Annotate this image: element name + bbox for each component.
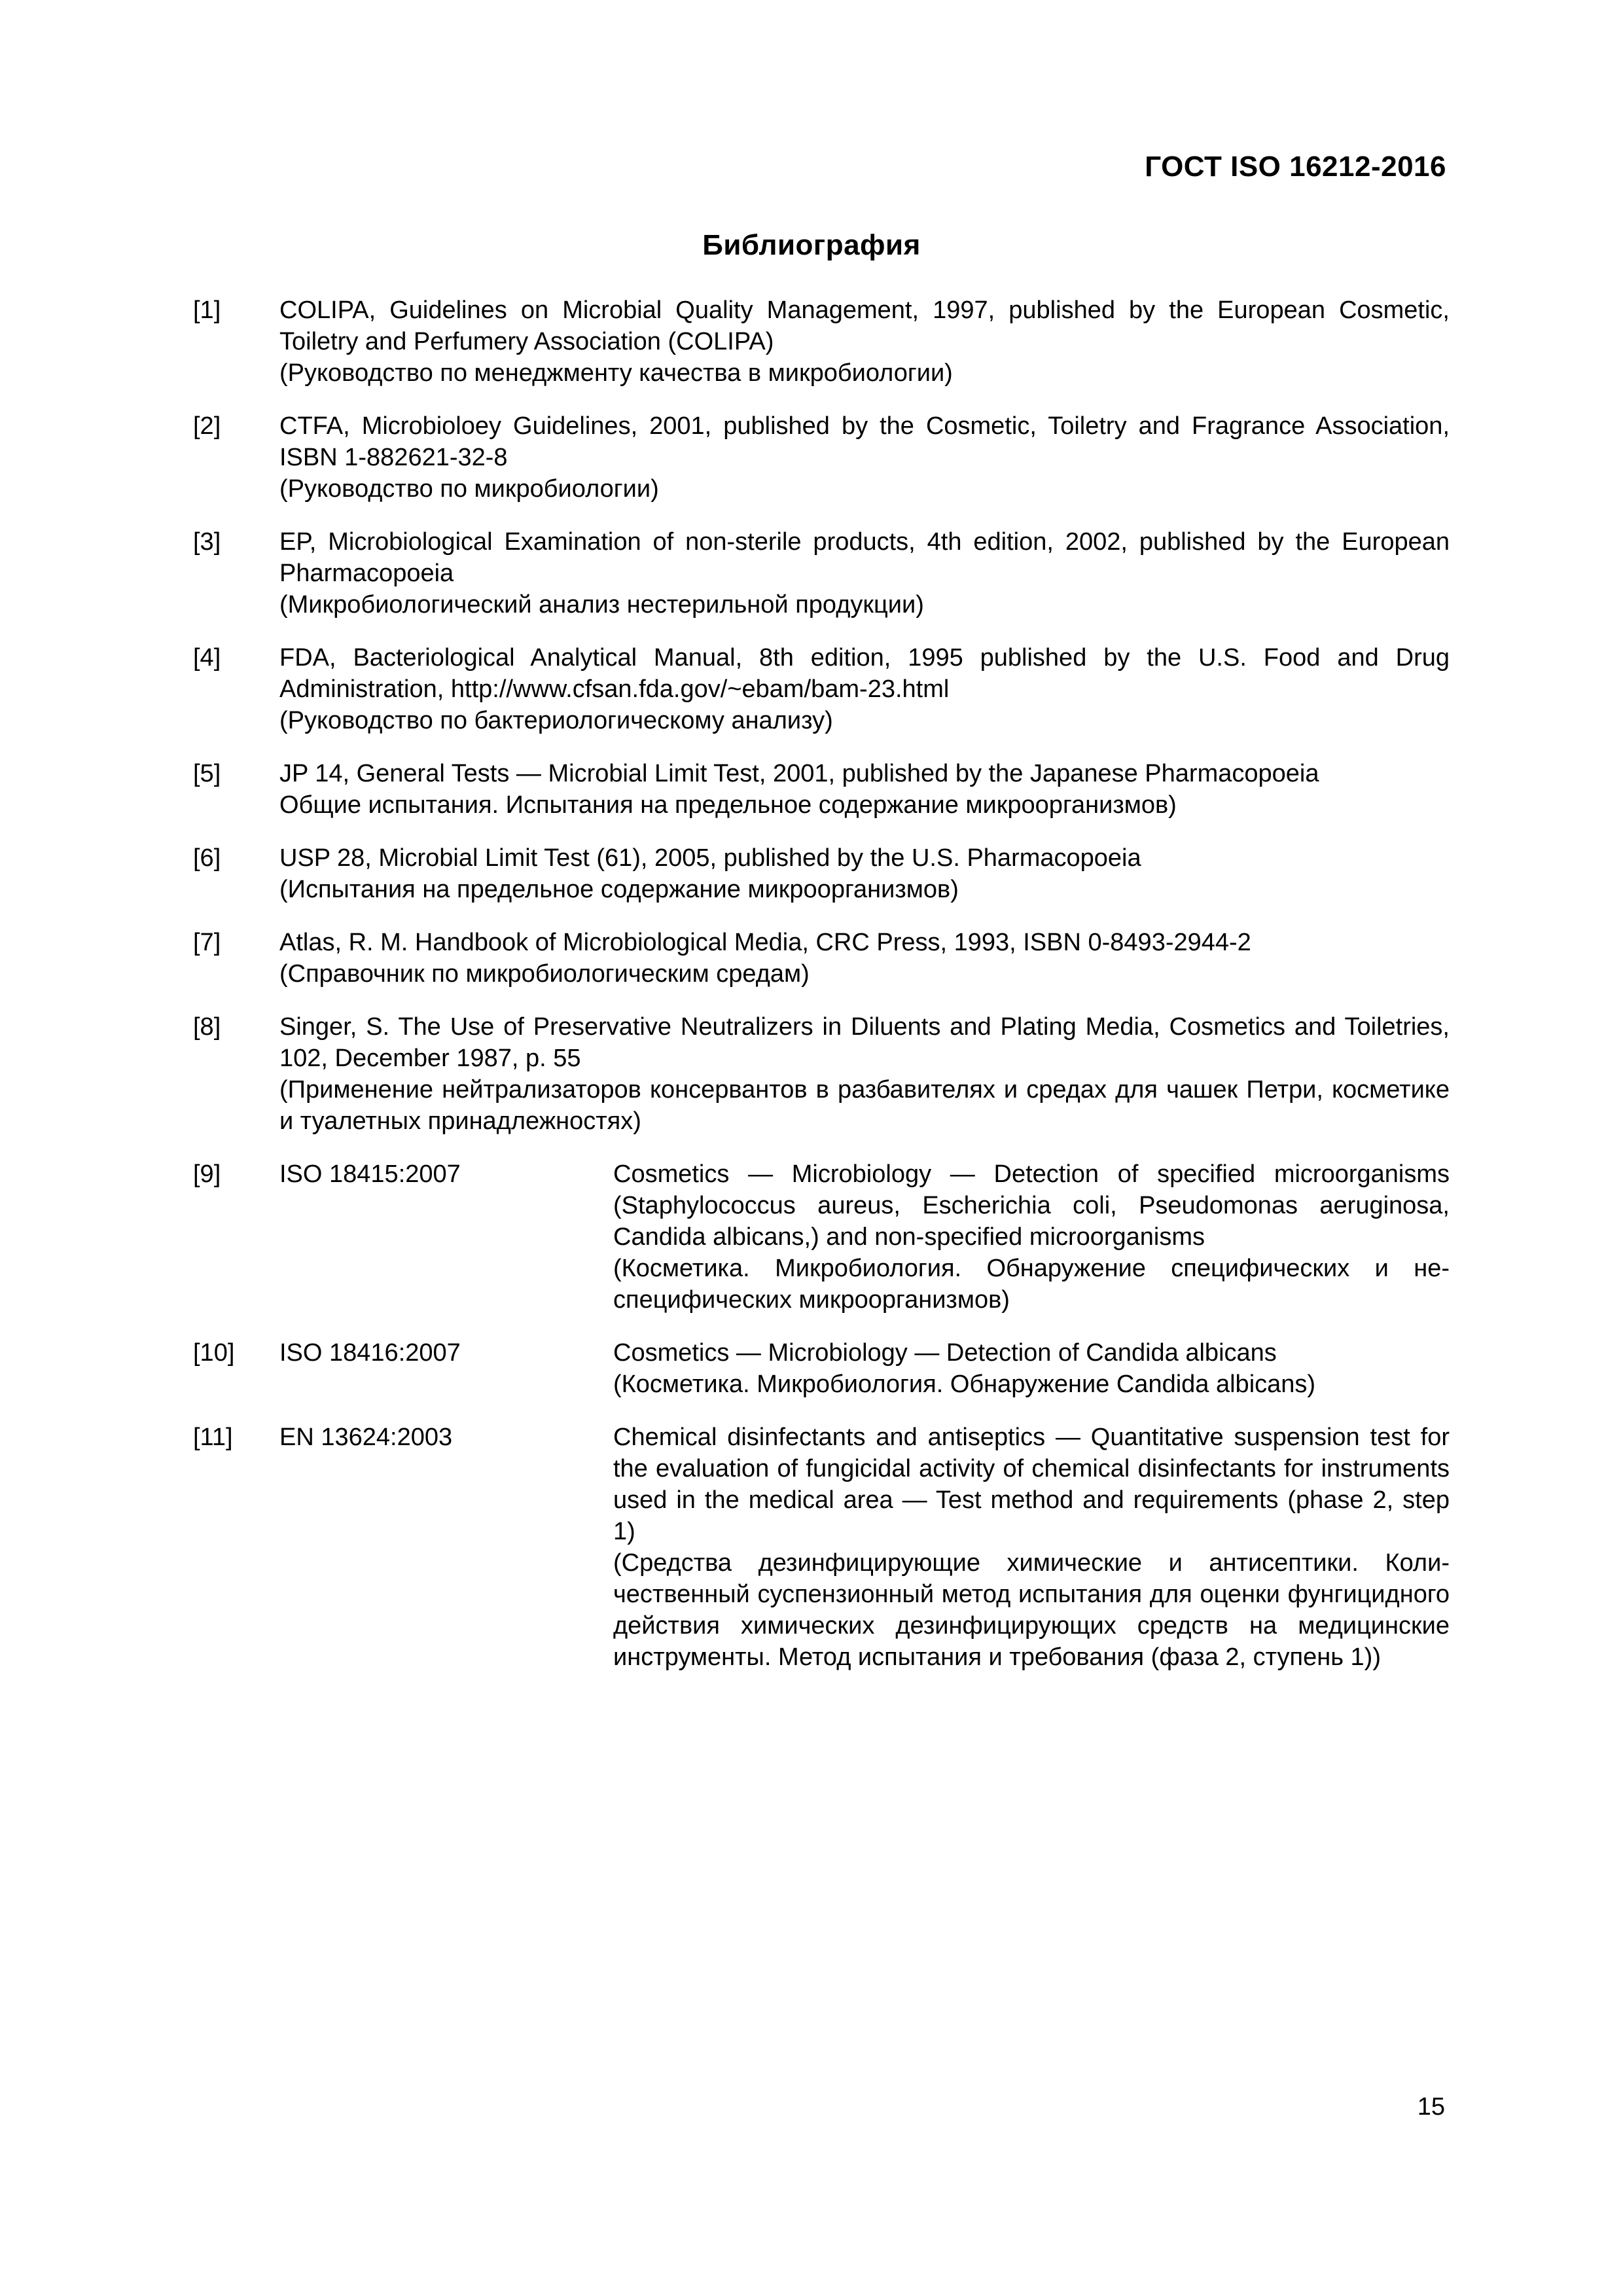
- standard-description: [613, 1158, 1450, 1316]
- reference-item: [193, 927, 1450, 990]
- reference-number: [11]: [193, 1424, 233, 1451]
- reference-item: [193, 842, 1450, 905]
- reference-english: USP 28, Microbial Limit Test (61), 2005, published by the U.S. Pharmacopoeia: [279, 844, 1141, 872]
- standard-code: ISO 18415:2007: [279, 1160, 461, 1188]
- reference-item: [193, 758, 1450, 821]
- standard-row: [279, 1422, 1450, 1673]
- reference-russian: Общие испытания. Испытания на предельное содержание микроорганизмов): [279, 791, 1177, 819]
- reference-item: [193, 526, 1450, 620]
- reference-russian: (Испытания на предельное содержание микроорганизмов): [279, 876, 959, 903]
- reference-russian: (Применение нейтрализаторов консервантов в разбавителях и средах для чашек Петри, косметике и туалетных принадлежностях): [279, 1076, 1450, 1135]
- bibliography-list: [193, 295, 1450, 1695]
- standard-row: [279, 1158, 1450, 1316]
- reference-number: [1]: [193, 296, 221, 324]
- reference-number: [6]: [193, 844, 221, 872]
- reference-russian: (Руководство по бактериологическому анализу): [279, 707, 833, 734]
- reference-russian: (Справочник по микробиологическим средам): [279, 960, 810, 988]
- reference-text: [279, 758, 1450, 821]
- reference-number: [4]: [193, 644, 221, 672]
- reference-number: [2]: [193, 412, 221, 440]
- standard-english: Cosmetics — Microbiology — Detection of specified microorganisms (Staphylococcus aureus, Escherichia coli, Pseudomonas aeruginosa, Candida albicans,) and non-specified microorganisms: [613, 1160, 1450, 1251]
- standard-row: [279, 1337, 1450, 1400]
- reference-english: FDA, Bacteriological Analytical Manual, 8th edition, 1995 published by the U.S. Food and Drug Administration, http://www.cfsan.fda.gov/~ebam/bam-23.html: [279, 644, 1450, 703]
- reference-english: JP 14, General Tests — Microbial Limit Test, 2001, published by the Japanese Pharmacopoeia: [279, 760, 1319, 787]
- reference-number: [7]: [193, 929, 221, 956]
- standard-description: [613, 1337, 1450, 1400]
- reference-number: [5]: [193, 760, 221, 787]
- reference-text: [279, 927, 1450, 990]
- page-title: Библиография: [702, 229, 921, 261]
- reference-text: [279, 642, 1450, 736]
- reference-english: COLIPA, Guidelines on Microbial Quality Management, 1997, published by the European Cosmetic, Toiletry and Perfumery Association (COLIPA): [279, 296, 1450, 355]
- standard-description: [613, 1422, 1450, 1673]
- standard-reference-item: [193, 1337, 1450, 1400]
- document-code: ГОСТ ISO 16212-2016: [1145, 151, 1446, 183]
- standard-russian: (Косметика. Микробиология. Обнаружение Candida albicans): [613, 1371, 1316, 1398]
- reference-english: CTFA, Microbioloey Guidelines, 2001, published by the Cosmetic, Toiletry and Fragrance Association, ISBN 1-882621-32-8: [279, 412, 1450, 471]
- standard-english: Chemical disinfectants and antiseptics — Quantitative suspension test for the evaluation of fungicidal activity of chemical disinfectants for instruments used in the medical area — Test method and requirements (phase 2, step 1): [613, 1424, 1450, 1545]
- reference-russian: (Руководство по менеджменту качества в микробиологии): [279, 359, 953, 387]
- standard-reference-item: [193, 1158, 1450, 1316]
- reference-russian: (Микробиологический анализ нестерильной продукции): [279, 591, 924, 619]
- reference-number: [9]: [193, 1160, 221, 1188]
- reference-text: [279, 295, 1450, 389]
- reference-english: Atlas, R. M. Handbook of Microbiological Media, CRC Press, 1993, ISBN 0-8493-2944-2: [279, 929, 1251, 956]
- reference-item: [193, 642, 1450, 736]
- reference-text: [279, 526, 1450, 620]
- reference-number: [8]: [193, 1013, 221, 1041]
- reference-text: [279, 1011, 1450, 1137]
- standard-reference-item: [193, 1422, 1450, 1673]
- standard-russian: (Косметика. Микробиология. Обнаружение специфических и неспецифических микроорганизмов): [613, 1255, 1450, 1314]
- reference-item: [193, 295, 1450, 389]
- standard-code: ISO 18416:2007: [279, 1339, 461, 1367]
- reference-item: [193, 1011, 1450, 1137]
- reference-item: [193, 410, 1450, 505]
- standard-code: EN 13624:2003: [279, 1424, 453, 1451]
- reference-english: Singer, S. The Use of Preservative Neutralizers in Diluents and Plating Media, Cosmetics and Toiletries, 102, December 1987, p. 55: [279, 1013, 1450, 1072]
- reference-text: [279, 842, 1450, 905]
- reference-number: [3]: [193, 528, 221, 556]
- standard-russian: (Средства дезинфицирующие химические и антисептики. Количественный суспензионный метод испытания для оценки фунгицидного действия химических дезинфицирующих средств на медицинские инструменты. Метод испытания и требования (фаза 2, ступень 1)): [613, 1549, 1450, 1671]
- reference-russian: (Руководство по микробиологии): [279, 475, 659, 503]
- reference-english: EP, Microbiological Examination of non-sterile products, 4th edition, 2002, published by the European Pharmacopoeia: [279, 528, 1450, 587]
- reference-text: [279, 410, 1450, 505]
- reference-number: [10]: [193, 1339, 235, 1367]
- standard-english: Cosmetics — Microbiology — Detection of Candida albicans: [613, 1339, 1277, 1367]
- page-number: 15: [1417, 2093, 1445, 2121]
